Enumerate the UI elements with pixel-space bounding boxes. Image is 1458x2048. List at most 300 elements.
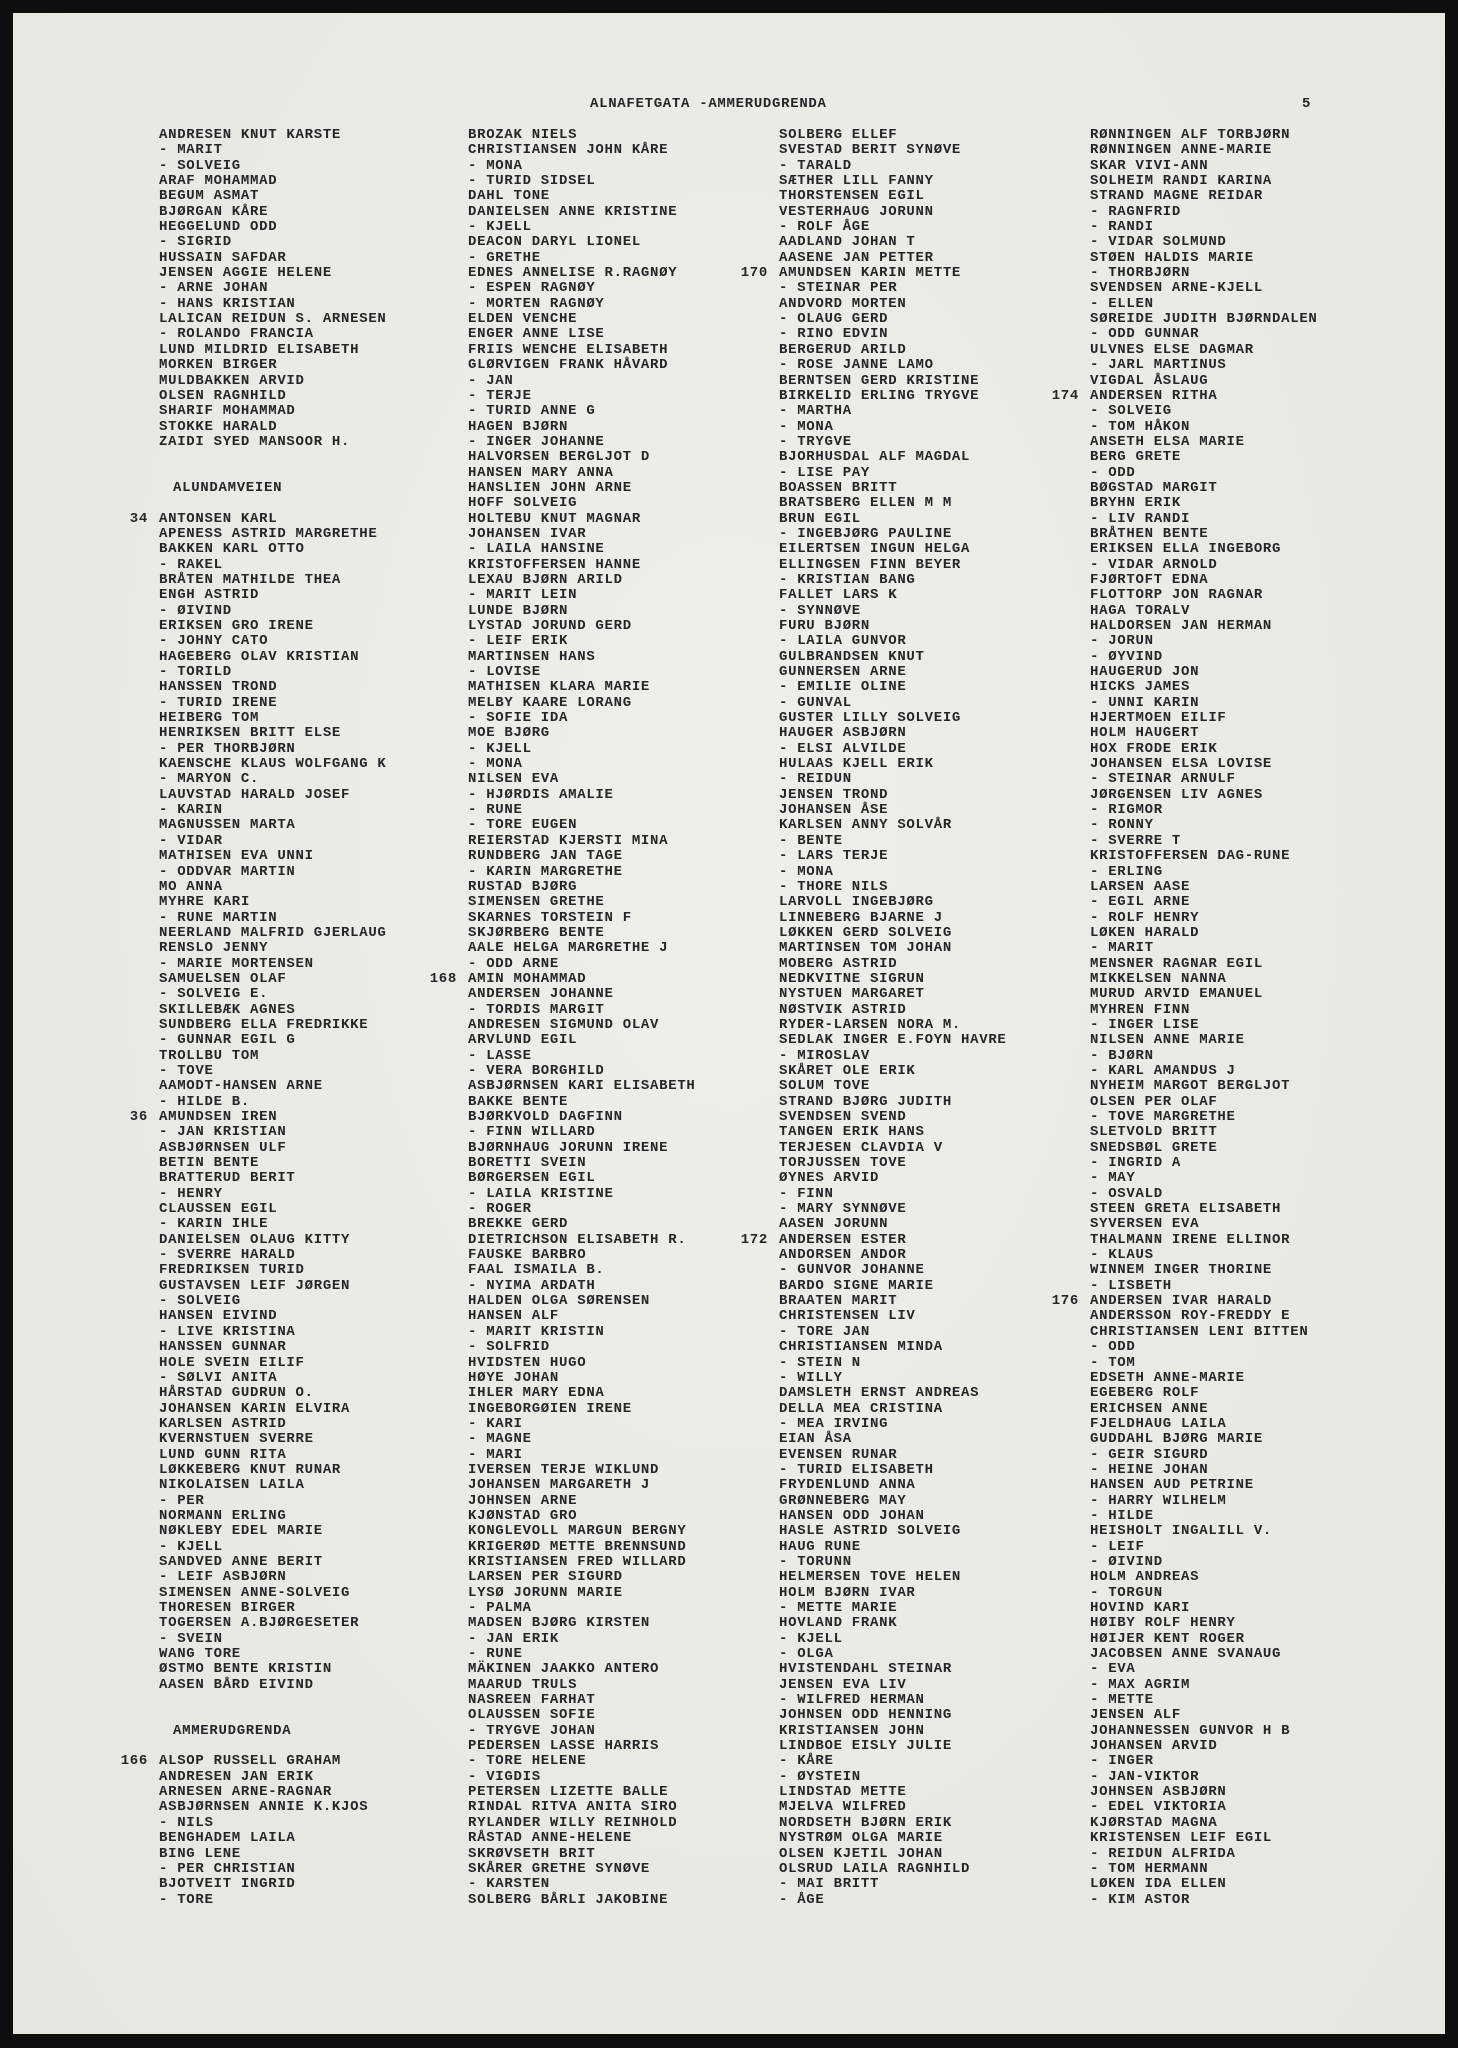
household-member-entry: - TOVE MARGRETHE [1090,1109,1236,1125]
household-member-entry: - LEIF [1090,1538,1145,1555]
household-member-entry: - GRETHE [468,249,541,266]
household-member-entry: - KARIN [159,802,223,819]
resident-entry: OLSEN KJETIL JOHAN [779,1845,943,1862]
resident-entry: TOGERSEN A.BJØRGESETER [159,1615,360,1632]
resident-entry: SÆTHER LILL FANNY [779,173,934,190]
resident-entry: GULBRANDSEN KNUT [779,648,925,665]
household-member-entry: - SVEIN [159,1630,223,1647]
directory-column-2 [429,127,768,1908]
resident-entry: MARTINSEN HANS [468,648,596,665]
resident-entry: FJELDHAUG LAILA [1090,1415,1227,1432]
resident-entry: EILERTSEN INGUN HELGA [779,541,971,558]
household-member-entry: - RIGMOR [1090,802,1163,819]
resident-entry: BRUN EGIL [779,510,861,527]
house-number: 166 [120,1753,148,1770]
household-member-entry: - ELSI ALVILDE [779,740,907,757]
resident-entry: NASREEN FARHAT [468,1692,596,1709]
household-member-entry: - KÅRE [779,1753,834,1770]
household-member-entry: - RUNE [468,1646,523,1663]
household-member-entry: - TURID ANNE G [468,403,596,420]
household-member-entry: - MONA [468,157,523,174]
resident-entry: SLETVOLD BRITT [1090,1124,1218,1141]
resident-entry: KRISTIANSEN FRED WILLARD [468,1553,687,1570]
household-member-entry: - MEA IRVING [779,1415,889,1432]
resident-entry: KARLSEN ANNY SOLVÅR [779,817,952,834]
resident-entry: SUNDBERG ELLA FREDRIKKE [159,1016,369,1033]
household-member-entry: - ODD [1090,1339,1136,1356]
resident-entry: BRATTERUD BERIT [159,1170,296,1187]
household-member-entry: - TORGUN [1090,1584,1163,1601]
resident-entry: HALDEN OLGA SØRENSEN [468,1293,651,1310]
household-member-entry: - GUNVAL [779,694,852,711]
resident-entry: SVENDSEN ARNE-KJELL [1090,280,1263,297]
household-member-entry: - ODDVAR MARTIN [159,863,296,880]
resident-entry: THORESEN BIRGER [159,1600,296,1616]
resident-entry: AAMODT-HANSEN ARNE [159,1078,323,1095]
resident-entry: INGEBORGØIEN IRENE [468,1400,632,1417]
resident-entry: MIKKELSEN NANNA [1090,970,1227,987]
resident-entry [429,970,768,987]
resident-entry: NEDKVITNE SIGRUN [779,970,925,987]
resident-entry: AALE HELGA MARGRETHE J [468,940,669,957]
resident-entry: SOLHEIM RANDI KARINA [1090,173,1273,190]
resident-entry: SANDVED ANNE BERIT [159,1553,323,1570]
resident-entry: BRÅTHEN BENTE [1090,525,1209,542]
resident-entry: OLAUSSEN SOFIE [468,1707,596,1724]
household-member-entry: - MONA [779,418,834,435]
directory-column-3 [740,127,1079,1908]
household-member-entry: - MAI BRITT [779,1876,880,1893]
resident-entry: LINDBOE EISLY JULIE [779,1738,952,1755]
resident-entry: GLØRVIGEN FRANK HÅVARD [468,357,669,374]
household-member-entry: - MARY SYNNØVE [779,1201,907,1218]
resident-entry: SVESTAD BERIT SYNØVE [779,142,962,159]
household-member-entry: - MARIT KRISTIN [468,1323,605,1340]
household-member-entry: - PER THORBJØRN [159,740,296,757]
resident-entry: ELLINGSEN FINN BEYER [779,556,962,573]
household-member-entry: - HJØRDIS AMALIE [468,786,614,803]
resident-entry: ERIKSEN ELLA INGEBORG [1090,541,1282,558]
household-member-entry: - ÅGE [779,1891,825,1908]
house-number: 36 [129,1109,148,1125]
resident-entry: EGEBERG ROLF [1090,1385,1200,1402]
resident-entry: JENSEN ALF [1090,1707,1182,1724]
household-member-entry: - PALMA [468,1600,532,1616]
page-number: 5 [1302,96,1312,112]
resident-entry: HOLE SVEIN EILIF [159,1354,305,1371]
resident-entry: KAENSCHE KLAUS WOLFGANG K [159,756,387,773]
resident-entry: MORKEN BIRGER [159,357,278,374]
household-member-entry: - SYNNØVE [779,602,861,619]
resident-entry: SIMENSEN ANNE-SOLVEIG [159,1584,351,1601]
resident-name: AMIN MOHAMMAD [468,970,587,987]
household-member-entry: - LOVISE [468,664,541,681]
household-member-entry: - TOM HÅKON [1090,418,1191,435]
resident-entry: ANDRESEN SIGMUND OLAV [468,1016,660,1033]
resident-entry: LALICAN REIDUN S. ARNESEN [159,311,387,328]
household-member-entry: - EMILIE OLINE [779,679,907,696]
household-member-entry: - KRISTIAN BANG [779,571,916,588]
household-member-entry: - MONA [468,756,523,773]
household-member-entry: - BENTE [779,832,843,849]
resident-entry: ASBJØRNSEN KARI ELISABETH [468,1078,696,1095]
household-member-entry: - SVERRE T [1090,832,1182,849]
resident-entry: JOHANNESSEN GUNVOR H B [1090,1722,1291,1739]
resident-entry: HANSSEN TROND [159,679,278,696]
resident-entry: RØNNINGEN ALF TORBJØRN [1090,127,1291,143]
household-member-entry: - HENRY [159,1185,223,1202]
resident-entry: HEIBERG TOM [159,710,260,727]
resident-entry: CHRISTENSEN LIV [779,1308,916,1325]
household-member-entry: - ROLF ÅGE [779,219,871,236]
household-member-entry: - MAX AGRIM [1090,1676,1191,1693]
resident-entry: HANSEN ODD JOHAN [779,1507,925,1524]
resident-entry: EDNES ANNELISE R.RAGNØY [468,265,678,282]
resident-entry: GUDDAHL BJØRG MARIE [1090,1431,1263,1448]
resident-entry: ARAF MOHAMMAD [159,173,278,190]
resident-entry: GUSTER LILLY SOLVEIG [779,710,962,727]
resident-entry: CHRISTIANSEN LENI BITTEN [1090,1323,1309,1340]
resident-entry: DEACON DARYL LIONEL [468,234,641,251]
resident-entry: APENESS ASTRID MARGRETHE [159,525,378,542]
household-member-entry: - REIDUN [779,771,852,788]
resident-entry: LYSTAD JORUND GERD [468,618,632,634]
resident-entry: HVIDSTEN HUGO [468,1354,587,1371]
household-member-entry: - METTE [1090,1692,1154,1709]
resident-entry: SHARIF MOHAMMAD [159,403,296,420]
household-member-entry: - LAILA GUNVOR [779,633,907,650]
resident-entry: MADSEN BJØRG KIRSTEN [468,1615,651,1632]
resident-entry: HAUGERUD JON [1090,664,1200,681]
household-member-entry: - GEIR SIGURD [1090,1446,1209,1463]
household-member-entry: - FINN [779,1185,834,1202]
resident-entry: ENGER ANNE LISE [468,326,605,343]
resident-entry: LARSEN AASE [1090,878,1191,895]
resident-entry: LØKKEBERG KNUT RUNAR [159,1461,342,1478]
household-member-entry: - EGIL ARNE [1090,894,1191,911]
household-member-entry: - ØYSTEIN [779,1768,861,1785]
resident-entry: NIKOLAISEN LAILA [159,1477,305,1494]
resident-entry: STEEN GRETA ELISABETH [1090,1201,1282,1218]
household-member-entry: - JARL MARTINUS [1090,357,1227,374]
resident-entry: FAUSKE BARBRO [468,1247,587,1264]
resident-entry: DAMSLETH ERNST ANDREAS [779,1385,980,1402]
resident-entry: ERICHSEN ANNE [1090,1400,1209,1417]
resident-entry: BRAATEN MARIT [779,1293,898,1310]
resident-entry: BREKKE GERD [468,1216,569,1233]
resident-entry: STRAND BJØRG JUDITH [779,1093,952,1110]
resident-name: ANDERSEN RITHA [1090,387,1218,404]
household-member-entry: - ESPEN RAGNØY [468,280,596,297]
household-member-entry: - INGRID A [1090,1155,1182,1172]
resident-entry: SKRØVSETH BRIT [468,1845,596,1862]
resident-entry: NORMANN ERLING [159,1507,287,1524]
resident-entry: NEERLAND MALFRID GJERLAUG [159,924,387,941]
household-member-entry: - KJELL [159,1538,223,1555]
resident-name: AMUNDSEN IREN [159,1109,278,1125]
resident-name: ANDERSEN ESTER [779,1231,907,1248]
household-member-entry: - MARIT LEIN [468,587,578,604]
resident-entry: HANSLIEN JOHN ARNE [468,479,632,496]
resident-entry: TORJUSSEN TOVE [779,1155,907,1172]
resident-entry: KONGLEVOLL MARGUN BERGNY [468,1523,687,1540]
resident-entry: JOHANSEN IVAR [468,525,587,542]
household-member-entry: - TERJE [468,387,532,404]
resident-entry: SOLUM TOVE [779,1078,871,1095]
household-member-entry: - KARI [468,1415,523,1432]
resident-entry: MYHRE KARI [159,894,251,911]
resident-entry: FALLET LARS K [779,587,898,604]
household-member-entry: - ODD ARNE [468,955,560,972]
household-member-entry: - JAN KRISTIAN [159,1124,287,1141]
resident-entry: LEXAU BJØRN ARILD [468,571,623,588]
resident-entry: BROZAK NIELS [468,127,578,143]
resident-entry: LAUVSTAD HARALD JOSEF [159,786,351,803]
resident-entry: ASBJØRNSEN ULF [159,1139,287,1156]
resident-entry: BIRKELID ERLING TRYGVE [779,387,980,404]
resident-entry: TERJESEN CLAVDIA V [779,1139,943,1156]
resident-entry: MYHREN FINN [1090,1001,1191,1018]
household-member-entry: - LISE PAY [779,464,871,481]
household-member-entry: - RUNE [468,802,523,819]
resident-entry: ENGH ASTRID [159,587,260,604]
household-member-entry: - LEIF ERIK [468,633,569,650]
resident-entry: BETIN BENTE [159,1155,260,1172]
resident-entry: IVERSEN TERJE WIKLUND [468,1461,660,1478]
resident-entry: HANSEN MARY ANNA [468,464,614,481]
resident-entry: LINNEBERG BJARNE J [779,909,943,926]
household-member-entry: - KARIN IHLE [159,1216,269,1233]
resident-entry: HOLM BJØRN IVAR [779,1584,916,1601]
household-member-entry: - ODD GUNNAR [1090,326,1200,343]
household-member-entry: - LAILA HANSINE [468,541,605,558]
resident-entry: MAGNUSSEN MARTA [159,817,296,834]
resident-entry: GRØNNEBERG MAY [779,1492,907,1509]
resident-entry [1051,1293,1390,1310]
resident-entry: BJØRKVOLD DAGFINN [468,1109,623,1125]
household-member-entry: - TORUNN [779,1553,852,1570]
resident-entry: WINNEM INGER THORINE [1090,1262,1273,1279]
household-member-entry: - STEINAR ARNULF [1090,771,1236,788]
household-member-entry: - KJELL [468,740,532,757]
household-member-entry: - JAN [468,372,514,389]
resident-entry: SKJØRBERG BENTE [468,924,605,941]
resident-entry: MATHISEN KLARA MARIE [468,679,651,696]
resident-entry: HØYE JOHAN [468,1369,560,1386]
resident-entry: RUSTAD BJØRG [468,878,578,895]
household-member-entry: - KIM ASTOR [1090,1891,1191,1908]
resident-entry: STOKKE HARALD [159,418,278,435]
resident-entry: HAGA TORALV [1090,602,1191,619]
household-member-entry: - PER CHRISTIAN [159,1860,296,1877]
resident-entry: LUND GUNN RITA [159,1446,287,1463]
resident-entry: MURUD ARVID EMANUEL [1090,986,1263,1003]
resident-entry: JOHNSEN ARNE [468,1492,578,1509]
resident-entry: JOHNSEN ASBJØRN [1090,1784,1227,1801]
resident-entry: HOLTEBU KNUT MAGNAR [468,510,641,527]
household-member-entry: - JAN-VIKTOR [1090,1768,1200,1785]
resident-entry: HAUGER ASBJØRN [779,725,907,742]
household-member-entry: - LASSE [468,1047,532,1064]
resident-entry: HØIJER KENT ROGER [1090,1630,1245,1647]
household-member-entry: - NILS [159,1814,214,1831]
resident-entry [129,510,459,527]
resident-name: ALSOP RUSSELL GRAHAM [159,1753,342,1770]
household-member-entry: - INGER JOHANNE [468,433,605,450]
resident-entry: DIETRICHSON ELISABETH R. [468,1231,687,1248]
resident-entry: BING LENE [159,1845,241,1862]
household-member-entry: - LIVE KRISTINA [159,1323,296,1340]
resident-entry: NYHEIM MARGOT BERGLJOT [1090,1078,1291,1095]
resident-entry: FAAL ISMAILA B. [468,1262,605,1279]
resident-entry: RYLANDER WILLY REINHOLD [468,1814,678,1831]
household-member-entry: - KARIN MARGRETHE [468,863,623,880]
resident-entry: HAUG RUNE [779,1538,861,1555]
resident-entry: OLSRUD LAILA RAGNHILD [779,1860,971,1877]
resident-entry: JENSEN AGGIE HELENE [159,265,332,282]
resident-entry: HOVIND KARI [1090,1600,1191,1616]
resident-entry: SIMENSEN GRETHE [468,894,605,911]
resident-entry: JOHNSEN ODD HENNING [779,1707,952,1724]
resident-entry: NILSEN EVA [468,771,560,788]
resident-entry: EIAN ÅSA [779,1431,852,1448]
resident-entry: ARNESEN ARNE-RAGNAR [159,1784,332,1801]
resident-entry [120,1753,459,1770]
resident-entry: JACOBSEN ANNE SVANAUG [1090,1646,1282,1663]
resident-entry [740,265,1079,282]
resident-entry: KRIGERØD METTE BRENNSUND [468,1538,687,1555]
household-member-entry: - KARL AMANDUS J [1090,1062,1236,1079]
household-member-entry: - RANDI [1090,219,1154,236]
resident-entry: HANSSEN GUNNAR [159,1339,287,1356]
resident-entry: HANSEN ALF [468,1308,560,1325]
resident-entry: HANSEN AUD PETRINE [1090,1477,1254,1494]
household-member-entry: - INGEBJØRG PAULINE [779,525,952,542]
resident-entry: ELDEN VENCHE [468,311,578,328]
resident-entry: THORSTENSEN EGIL [779,188,925,205]
resident-entry: ERIKSEN GRO IRENE [159,618,314,634]
resident-entry: BØGSTAD MARGIT [1090,479,1218,496]
resident-entry: SOLBERG ELLEF [779,127,898,143]
household-member-entry: - OSVALD [1090,1185,1163,1202]
resident-entry: HOLM HAUGERT [1090,725,1200,742]
household-member-entry: - BJØRN [1090,1047,1154,1064]
resident-entry: BJØRGAN KÅRE [159,203,269,220]
resident-entry: HALVORSEN BERGLJOT D [468,449,651,466]
resident-entry: LARSEN PER SIGURD [468,1569,623,1586]
resident-entry: FLOTTORP JON RAGNAR [1090,587,1263,604]
household-member-entry: - SOFIE IDA [468,710,569,727]
household-member-entry: - VIDAR SOLMUND [1090,234,1227,251]
household-member-entry: - MARI [468,1446,523,1463]
resident-entry: HULAAS KJELL ERIK [779,756,934,773]
resident-entry: FRYDENLUND ANNA [779,1477,916,1494]
resident-entry: MÄKINEN JAAKKO ANTERO [468,1661,660,1678]
resident-entry: HEGGELUND ODD [159,219,278,236]
resident-entry: MATHISEN EVA UNNI [159,848,314,865]
resident-entry: JOHANSEN ÅSE [779,802,889,819]
household-member-entry: - TORE JAN [779,1323,871,1340]
resident-entry: DANIELSEN OLAUG KITTY [159,1231,351,1248]
directory-column-4 [1051,127,1390,1908]
resident-entry: KARLSEN ASTRID [159,1415,287,1432]
household-member-entry: - MAGNE [468,1431,532,1448]
household-member-entry: - FINN WILLARD [468,1124,596,1141]
resident-name: ANTONSEN KARL [159,510,278,527]
household-member-entry: - ROLANDO FRANCIA [159,326,314,343]
household-member-entry: - SØLVI ANITA [159,1369,278,1386]
resident-entry: ANDERSSON ROY-FREDDY E [1090,1308,1291,1325]
household-member-entry: - EVA [1090,1661,1136,1678]
household-member-entry: - SOLVEIG [1090,403,1172,420]
resident-entry: THALMANN IRENE ELLINOR [1090,1231,1291,1248]
household-member-entry: - STEINAR PER [779,280,898,297]
resident-entry: TANGEN ERIK HANS [779,1124,925,1141]
resident-entry: BERGERUD ARILD [779,341,907,358]
household-member-entry: - THORBJØRN [1090,265,1191,282]
household-member-entry: - ELLEN [1090,295,1154,312]
resident-entry: STRAND MAGNE REIDAR [1090,188,1263,205]
resident-entry: OLSEN PER OLAF [1090,1093,1218,1110]
resident-entry: RØNNINGEN ANNE-MARIE [1090,142,1273,159]
household-member-entry: - MONA [779,863,834,880]
resident-entry: ANDORSEN ANDOR [779,1247,907,1264]
resident-entry: LUNDE BJØRN [468,602,569,619]
resident-entry: MARTINSEN TOM JOHAN [779,940,952,957]
resident-entry: ULVNES ELSE DAGMAR [1090,341,1254,358]
household-member-entry: - ROGER [468,1201,532,1218]
household-member-entry: - MARIT [159,142,223,159]
household-member-entry: - LAILA KRISTINE [468,1185,614,1202]
household-member-entry: - TRYGVE [779,433,852,450]
household-member-entry: - RINO EDVIN [779,326,889,343]
resident-entry: LYSØ JORUNN MARIE [468,1584,623,1601]
household-member-entry: - TORILD [159,664,232,681]
directory-column-1 [120,127,459,1908]
resident-entry: SNEDSBØL GRETE [1090,1139,1218,1156]
resident-entry: FREDRIKSEN TURID [159,1262,305,1279]
resident-entry: HEISHOLT INGALILL V. [1090,1523,1273,1540]
household-member-entry: - MARIT [1090,940,1154,957]
household-member-entry: - LARS TERJE [779,848,889,865]
resident-entry: SVENDSEN SVEND [779,1109,907,1125]
household-member-entry: - WILFRED HERMAN [779,1692,925,1709]
house-number: 176 [1051,1293,1079,1310]
household-member-entry: - HARRY WILHELM [1090,1492,1227,1509]
resident-entry: IHLER MARY EDNA [468,1385,605,1402]
resident-name: AMUNDSEN KARIN METTE [779,265,962,282]
resident-entry: LØKEN IDA ELLEN [1090,1876,1227,1893]
household-member-entry: - TURID SIDSEL [468,173,596,190]
resident-entry: FURU BJØRN [779,618,871,634]
resident-entry: MOE BJØRG [468,725,550,742]
resident-entry: BARDO SIGNE MARIE [779,1277,934,1294]
resident-entry: KRISTENSEN LEIF EGIL [1090,1830,1273,1847]
household-member-entry: - KJELL [779,1630,843,1647]
resident-entry: FJØRTOFT EDNA [1090,571,1209,588]
resident-entry: ASBJØRNSEN ANNIE K.KJOS [159,1799,369,1816]
resident-entry: BRÅTEN MATHILDE THEA [159,571,342,588]
resident-entry: BJOTVEIT INGRID [159,1876,296,1893]
household-member-entry: - TURID ELISABETH [779,1461,934,1478]
household-member-entry: - HILDE [1090,1507,1154,1524]
resident-entry: OLSEN RAGNHILD [159,387,287,404]
household-member-entry: - RONNY [1090,817,1154,834]
resident-entry: ARVLUND EGIL [468,1032,578,1049]
resident-entry: BOASSEN BRITT [779,479,898,496]
resident-entry: LINDSTAD METTE [779,1784,907,1801]
house-number: 174 [1051,387,1079,404]
